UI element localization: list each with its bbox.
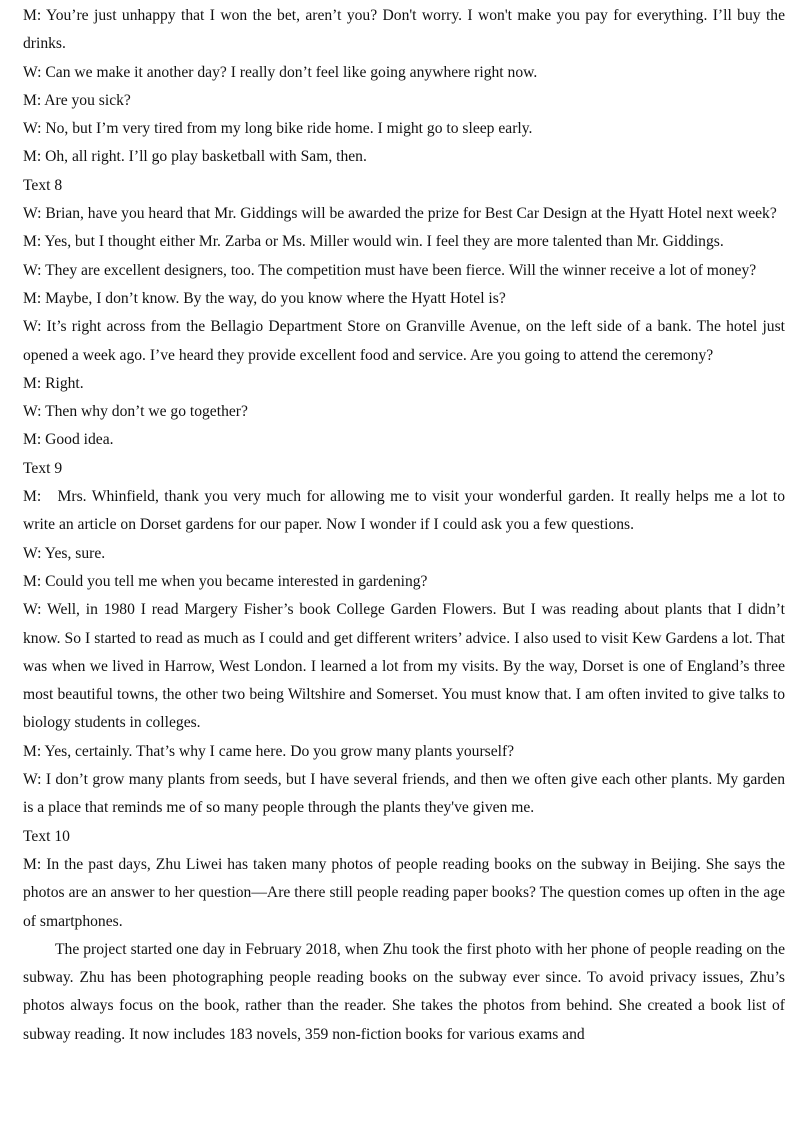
dialogue-line: M: Yes, but I thought either Mr. Zarba or Ms. Miller would win. I feel they are more talented than Mr. Giddings. [23, 233, 724, 251]
dialogue-line: M: Oh, all right. I’ll go play basketball with Sam, then. [23, 148, 367, 166]
dialogue-line: W: It’s right across from the Bellagio Department Store on Granville Avenue, on the left side of a bank. The hotel just opened a week ago. I’ve heard they provide excellent food and service. Are you going to attend the ceremony? [23, 318, 785, 364]
narrative-paragraph: The project started one day in February 2018, when Zhu took the first photo with her phone of people reading on the subway. Zhu has been photographing people reading books on the subway ever since. To avoid privacy issues, Zhu’s photos always focus on the book, rather than the reader. She takes the photos from behind. She created a book list of subway reading. It now includes 183 novels, 359 non-fiction books for various exams and [23, 940, 785, 1043]
dialogue-line: W: Brian, have you heard that Mr. Giddings will be awarded the prize for Best Car Design at the Hyatt Hotel next week? [23, 205, 777, 223]
dialogue-line: M: Right. [23, 374, 84, 392]
dialogue-line: W: Then why don’t we go together? [23, 403, 248, 421]
dialogue-line: M: Mrs. Whinfield, thank you very much for allowing me to visit your wonderful garden. It really helps me a lot to write an article on Dorset gardens for our paper. Now I wonder if I could ask you a few questions. [23, 488, 785, 534]
dialogue-line: W: They are excellent designers, too. The competition must have been fierce. Will the winner receive a lot of money? [23, 261, 757, 279]
dialogue-line: W: Yes, sure. [23, 544, 106, 562]
dialogue-line: M: You’re just unhappy that I won the bet, aren’t you? Don't worry. I won't make you pay for everything. I’ll buy the drinks. [23, 7, 785, 53]
dialogue-line: M: In the past days, Zhu Liwei has taken many photos of people reading books on the subway in Beijing. She says the photos are an answer to her question—Are there still people reading paper books? The question comes up often in the age of smartphones. [23, 855, 785, 930]
dialogue-line: M: Are you sick? [23, 91, 131, 109]
dialogue-line: M: Yes, certainly. That’s why I came here. Do you grow many plants yourself? [23, 742, 515, 760]
dialogue-line: M: Maybe, I don’t know. By the way, do you know where the Hyatt Hotel is? [23, 289, 506, 307]
section-heading-text-10: Text 10 [23, 827, 70, 845]
section-heading-text-8: Text 8 [23, 176, 63, 194]
document-page [23, 2, 785, 1049]
dialogue-line: M: Good idea. [23, 431, 114, 449]
dialogue-line: M: Could you tell me when you became interested in gardening? [23, 572, 428, 590]
dialogue-line: W: Well, in 1980 I read Margery Fisher’s book College Garden Flowers. But I was reading about plants that I didn’t know. So I started to read as much as I could and get different writers’ advice. I also used to visit Kew Gardens a lot. That was when we lived in Harrow, West London. I learned a lot from my visits. By the way, Dorset is one of England’s three most beautiful towns, the other two being Wiltshire and Somerset. You must know that. I am often invited to give talks to biology students in colleges. [23, 601, 785, 732]
section-heading-text-9: Text 9 [23, 459, 63, 477]
dialogue-line: W: No, but I’m very tired from my long bike ride home. I might go to sleep early. [23, 120, 533, 138]
dialogue-line: W: I don’t grow many plants from seeds, but I have several friends, and then we often give each other plants. My garden is a place that reminds me of so many people through the plants they've given me. [23, 771, 785, 817]
dialogue-line: W: Can we make it another day? I really don’t feel like going anywhere right now. [23, 63, 538, 81]
